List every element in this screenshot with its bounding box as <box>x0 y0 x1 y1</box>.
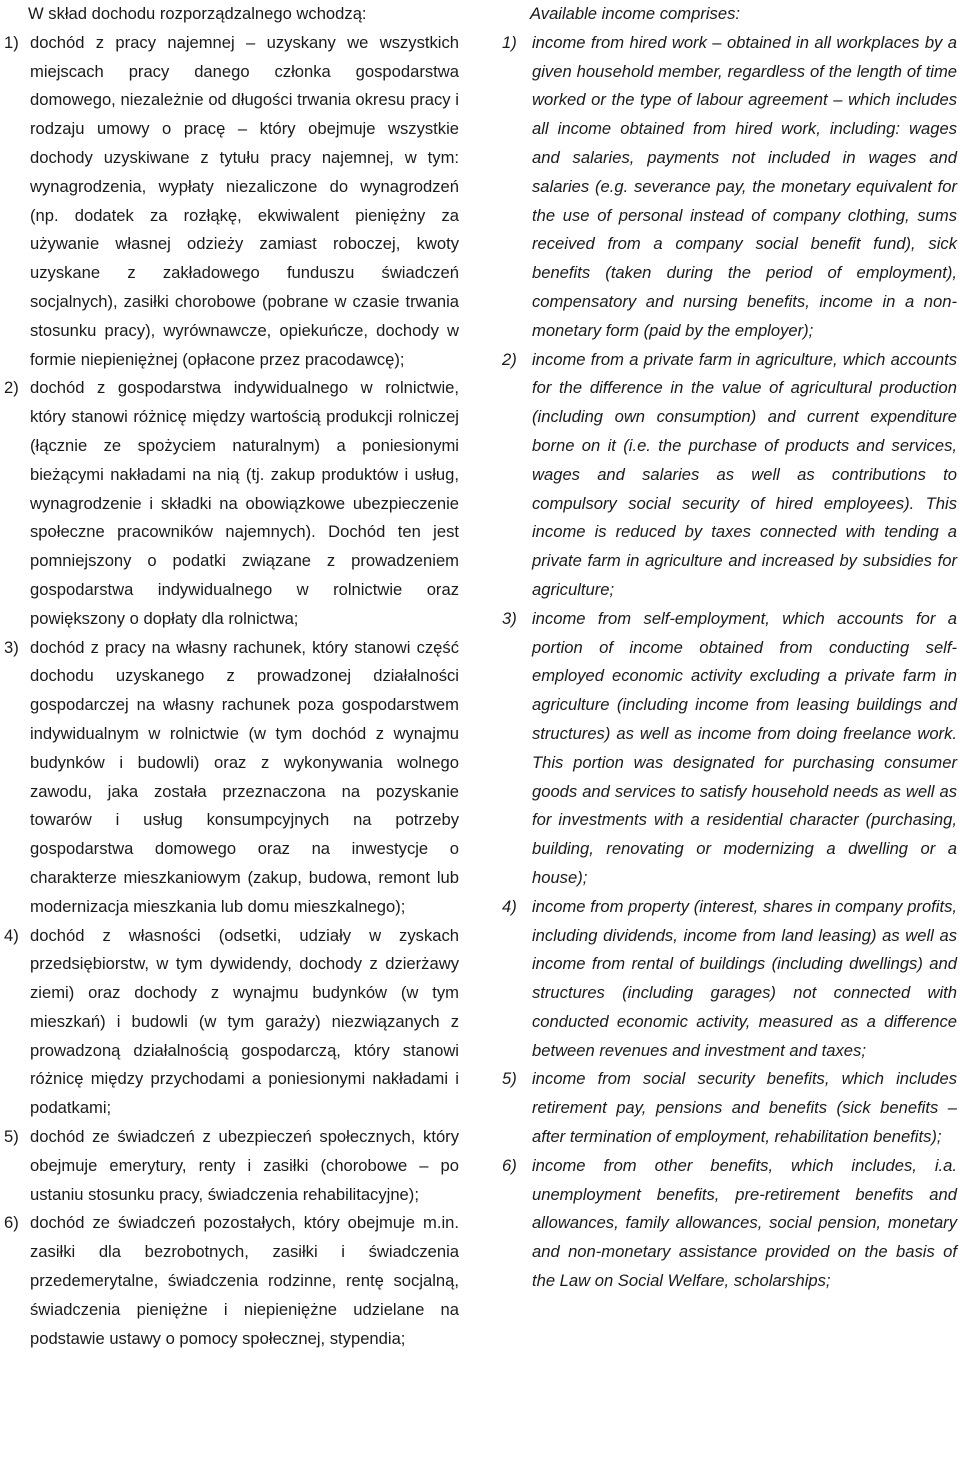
item-number: 3) <box>4 637 19 657</box>
list-item <box>4 1209 459 1353</box>
english-column <box>502 0 957 1296</box>
item-number: 6) <box>4 1213 19 1233</box>
list-item <box>4 922 459 1124</box>
polish-column <box>4 0 459 1353</box>
list-item <box>502 893 957 1066</box>
item-text: dochód ze świadczeń pozostałych, który obejmuje m.in. zasiłki dla bezrobotnych, zasiłki i świadczenia przedemerytalne, świadczenia rodzinne, rentę socjalną, świadczenia pieniężne i niepieniężne udzielane na podstawie ustawy o pomocy społecznej, stypendia; <box>30 1213 459 1348</box>
item-number: 4) <box>4 925 19 945</box>
item-number: 2) <box>502 349 517 369</box>
item-number: 4) <box>502 896 517 916</box>
item-text: dochód z własności (odsetki, udziały w zyskach przedsiębiorstw, w tym dywidendy, dochody z dzierżawy ziemi) oraz dochody z wynajmu budynków (w tym mieszkań) i budowli (w tym garaży) niezwiązanych z prowadzoną działalnością gospodarczą, który stanowi różnicę między przychodami a poniesionymi nakładami i podatkami; <box>30 925 459 1118</box>
item-number: 3) <box>502 608 517 628</box>
list-item <box>4 29 459 375</box>
item-text: dochód z pracy na własny rachunek, który stanowi część dochodu uzyskanego z prowadzonej działalności gospodarczej na własny rachunek poza gospodarstwem indywidualnym w rolnictwie (w tym dochód z wynajmu budynków i budowli) oraz z wykonywania wolnego zawodu, jaka została przeznaczona na pozyskanie towarów i usług konsumpcyjnych na potrzeby gospodarstwa domowego oraz na inwestycje o charakterze mieszkaniowym (zakup, budowa, remont lub modernizacja mieszkania lub domu mieszkalnego); <box>30 637 459 916</box>
list-item <box>502 605 957 893</box>
list-item <box>502 1065 957 1151</box>
item-text: income from self-employment, which accounts for a portion of income obtained from conducting self-employed economic activity excluding a private farm in agriculture (including income from leasing buildings and structures) as well as income from doing freelance work. This portion was designated for purchasing consumer goods and services to satisfy household needs as well as for investments with a residential character (purchasing, building, renovating or modernizing a dwelling or a house); <box>532 608 957 887</box>
item-number: 1) <box>4 32 19 52</box>
item-text: dochód z gospodarstwa indywidualnego w rolnictwie, który stanowi różnicę między wartością produkcji rolniczej (łącznie ze spożyciem naturalnym) a poniesionymi bieżącymi nakładami na nią (tj. zakup produktów i usług, wynagrodzenie i składki na obowiązkowe ubezpieczenie społeczne pracowników najemnych). Dochód ten jest pomniejszony o podatki związane z prowadzeniem gospodarstwa indywidualnego w rolnictwie oraz powiększony o dopłaty dla rolnictwa; <box>30 378 459 628</box>
list-item <box>502 29 957 346</box>
item-number: 2) <box>4 378 19 398</box>
item-text: income from hired work – obtained in all workplaces by a given household member, regardless of the length of time worked or the type of labour agreement – which includes all income obtained from hired work, including: wages and salaries, payments not included in wages and salaries (e.g. severance pay, the monetary equivalent for the use of personal instead of company clothing, sums received from a company social benefit fund), sick benefits (taken during the period of employment), compensatory and nursing benefits, income in a non-monetary form (paid by the employer); <box>532 32 957 340</box>
item-text: income from other benefits, which includes, i.a. unemployment benefits, pre-retirement benefits and allowances, family allowances, social pension, monetary and non-monetary assistance provided on the basis of the Law on Social Welfare, scholarships; <box>532 1155 957 1291</box>
item-text: income from social security benefits, which includes retirement pay, pensions and benefits (sick benefits – after termination of employment, rehabilitation benefits); <box>532 1069 957 1147</box>
item-text: income from a private farm in agriculture, which accounts for the difference in the value of agricultural production (including own consumption) and current expenditure borne on it (i.e. the purchase of products and services, wages and salaries as well as contributions to compulsory social security of hired employees). This income is reduced by taxes connected with tending a private farm in agriculture and increased by subsidies for agriculture; <box>532 349 957 599</box>
item-text: income from property (interest, shares in company profits, including dividends, income from land leasing) as well as income from rental of buildings (including dwellings) and structures (including garages) not connected with conducted economic activity, measured as a difference between revenues and investment and taxes; <box>532 896 957 1060</box>
list-item <box>502 346 957 605</box>
item-number: 5) <box>502 1069 517 1089</box>
list-item <box>4 1123 459 1209</box>
item-number: 1) <box>502 32 517 52</box>
polish-intro: W skład dochodu rozporządzalnego wchodzą: <box>28 4 367 23</box>
item-number: 5) <box>4 1127 19 1147</box>
item-text: dochód z pracy najemnej – uzyskany we wszystkich miejscach pracy danego członka gospodarstwa domowego, niezależnie od długości trwania okresu pracy i rodzaju umowy o pracę – który obejmuje wszystkie dochody uzyskiwane z tytułu pracy najemnej, w tym: wynagrodzenia, wypłaty niezaliczone do wynagrodzeń (np. dodatek za rozłąkę, ekwiwalent pieniężny za używanie własnej odzieży zamiast roboczej, kwoty uzyskane z zakładowego funduszu świadczeń socjalnych), zasiłki chorobowe (pobrane w czasie trwania stosunku pracy), wyrównawcze, opiekuńcze, dochody w formie niepieniężnej (opłacone przez pracodawcę); <box>30 32 459 369</box>
item-number: 6) <box>502 1155 517 1175</box>
english-intro: Available income comprises: <box>530 4 740 23</box>
list-item <box>4 374 459 633</box>
list-item <box>502 1152 957 1296</box>
item-text: dochód ze świadczeń z ubezpieczeń społecznych, który obejmuje emerytury, renty i zasiłki (chorobowe – po ustaniu stosunku pracy, świadczenia rehabilitacyjne); <box>30 1127 459 1204</box>
list-item <box>4 634 459 922</box>
